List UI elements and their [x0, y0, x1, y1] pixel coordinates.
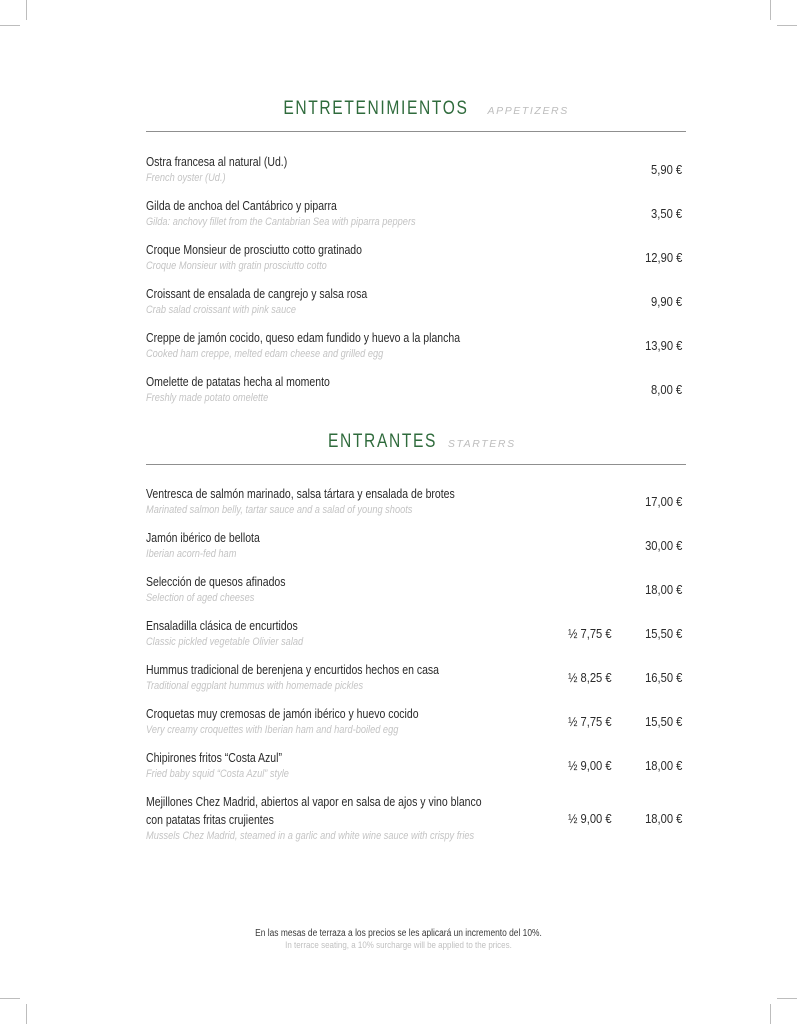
item-name: Selección de quesos afinados [146, 575, 286, 589]
item-name: Ventresca de salmón marinado, salsa tártara y ensalada de brotes [146, 487, 455, 501]
item-description: Crab salad croissant with pink sauce [146, 304, 296, 316]
menu-item [146, 373, 686, 406]
crop-mark [0, 998, 20, 999]
starters-heading [146, 431, 686, 453]
item-price: 15,50 € [644, 714, 682, 729]
starters-section [146, 431, 686, 851]
item-price: 8,00 € [650, 382, 682, 397]
crop-mark [26, 0, 27, 20]
crop-mark [770, 1004, 771, 1024]
starters-title-es: ENTRANTES [328, 431, 438, 452]
item-description: Croque Monsieur with gratin prosciutto cotto [146, 260, 327, 272]
item-description: Selection of aged cheeses [146, 592, 255, 604]
menu-item [146, 705, 686, 738]
item-price: 9,90 € [650, 294, 682, 309]
item-half-price: ½ 8,25 € [568, 670, 612, 685]
item-name: Ensaladilla clásica de encurtidos [146, 619, 298, 633]
item-price: 13,90 € [644, 338, 682, 353]
surcharge-note-en: In terrace seating, a 10% surcharge will be applied to the prices. [285, 940, 512, 951]
item-description: Fried baby squid “Costa Azul” style [146, 768, 289, 780]
item-description: Gilda: anchovy fillet from the Cantabrian Sea with piparra peppers [146, 216, 416, 228]
menu-item [146, 573, 686, 606]
item-half-price: ½ 7,75 € [568, 626, 612, 641]
appetizers-title-es: ENTRETENIMIENTOS [283, 98, 469, 119]
item-name: Ostra francesa al natural (Ud.) [146, 155, 288, 169]
item-half-price: ½ 9,00 € [568, 758, 612, 773]
item-half-price: ½ 7,75 € [568, 714, 612, 729]
item-description: Cooked ham creppe, melted edam cheese and grilled egg [146, 348, 384, 360]
item-name: Croquetas muy cremosas de jamón ibérico y huevo cocido [146, 707, 419, 721]
crop-mark [770, 0, 771, 20]
menu-item [146, 749, 686, 782]
crop-mark [777, 998, 797, 999]
crop-mark [0, 25, 20, 26]
item-name: Hummus tradicional de berenjena y encurtidos hechos en casa [146, 663, 440, 677]
item-name: Creppe de jamón cocido, queso edam fundido y huevo a la plancha [146, 331, 461, 345]
appetizers-title-en: APPETIZERS [487, 105, 569, 117]
menu-item [146, 661, 686, 694]
menu-item [146, 329, 686, 362]
menu-item [146, 153, 686, 186]
item-description: Freshly made potato omelette [146, 392, 269, 404]
item-name: Croissant de ensalada de cangrejo y salsa rosa [146, 287, 368, 301]
item-name: Mejillones Chez Madrid, abiertos al vapor en salsa de ajos y vino blanco [146, 795, 482, 809]
menu-item [146, 617, 686, 650]
appetizers-divider [146, 131, 686, 132]
item-name: Chipirones fritos “Costa Azul” [146, 751, 282, 765]
item-description: Mussels Chez Madrid, steamed in a garlic and white wine sauce with crispy fries [146, 830, 475, 842]
menu-item [146, 241, 686, 274]
item-half-price: ½ 9,00 € [568, 811, 612, 826]
item-price: 12,90 € [644, 250, 682, 265]
item-name: Jamón ibérico de bellota [146, 531, 260, 545]
surcharge-note-es: En las mesas de terraza a los precios se les aplicará un incremento del 10%. [255, 928, 542, 939]
item-description: Iberian acorn-fed ham [146, 548, 237, 560]
item-price: 18,00 € [644, 811, 682, 826]
item-price: 18,00 € [644, 758, 682, 773]
appetizers-heading [146, 98, 686, 120]
item-description: Very creamy croquettes with Iberian ham and hard-boiled egg [146, 724, 399, 736]
starters-divider [146, 464, 686, 465]
starters-title-en: STARTERS [447, 438, 516, 450]
item-description: Traditional eggplant hummus with homemade pickles [146, 680, 364, 692]
item-price: 3,50 € [650, 206, 682, 221]
menu-item [146, 197, 686, 230]
item-price: 30,00 € [644, 538, 682, 553]
item-price: 5,90 € [650, 162, 682, 177]
surcharge-note [0, 928, 797, 951]
menu-item [146, 285, 686, 318]
item-price: 15,50 € [644, 626, 682, 641]
menu-item [146, 793, 686, 844]
item-price: 17,00 € [644, 494, 682, 509]
item-description: Classic pickled vegetable Olivier salad [146, 636, 304, 648]
item-price: 18,00 € [644, 582, 682, 597]
crop-mark [777, 25, 797, 26]
crop-mark [26, 1004, 27, 1024]
item-price: 16,50 € [644, 670, 682, 685]
appetizers-section [146, 98, 686, 418]
menu-item [146, 485, 686, 518]
menu-item [146, 529, 686, 562]
item-name: Gilda de anchoa del Cantábrico y piparra [146, 199, 337, 213]
item-description: French oyster (Ud.) [146, 172, 226, 184]
item-name: Croque Monsieur de prosciutto cotto gratinado [146, 243, 362, 257]
item-name-continued: con patatas fritas crujientes [146, 813, 274, 827]
item-name: Omelette de patatas hecha al momento [146, 375, 330, 389]
item-description: Marinated salmon belly, tartar sauce and a salad of young shoots [146, 504, 413, 516]
